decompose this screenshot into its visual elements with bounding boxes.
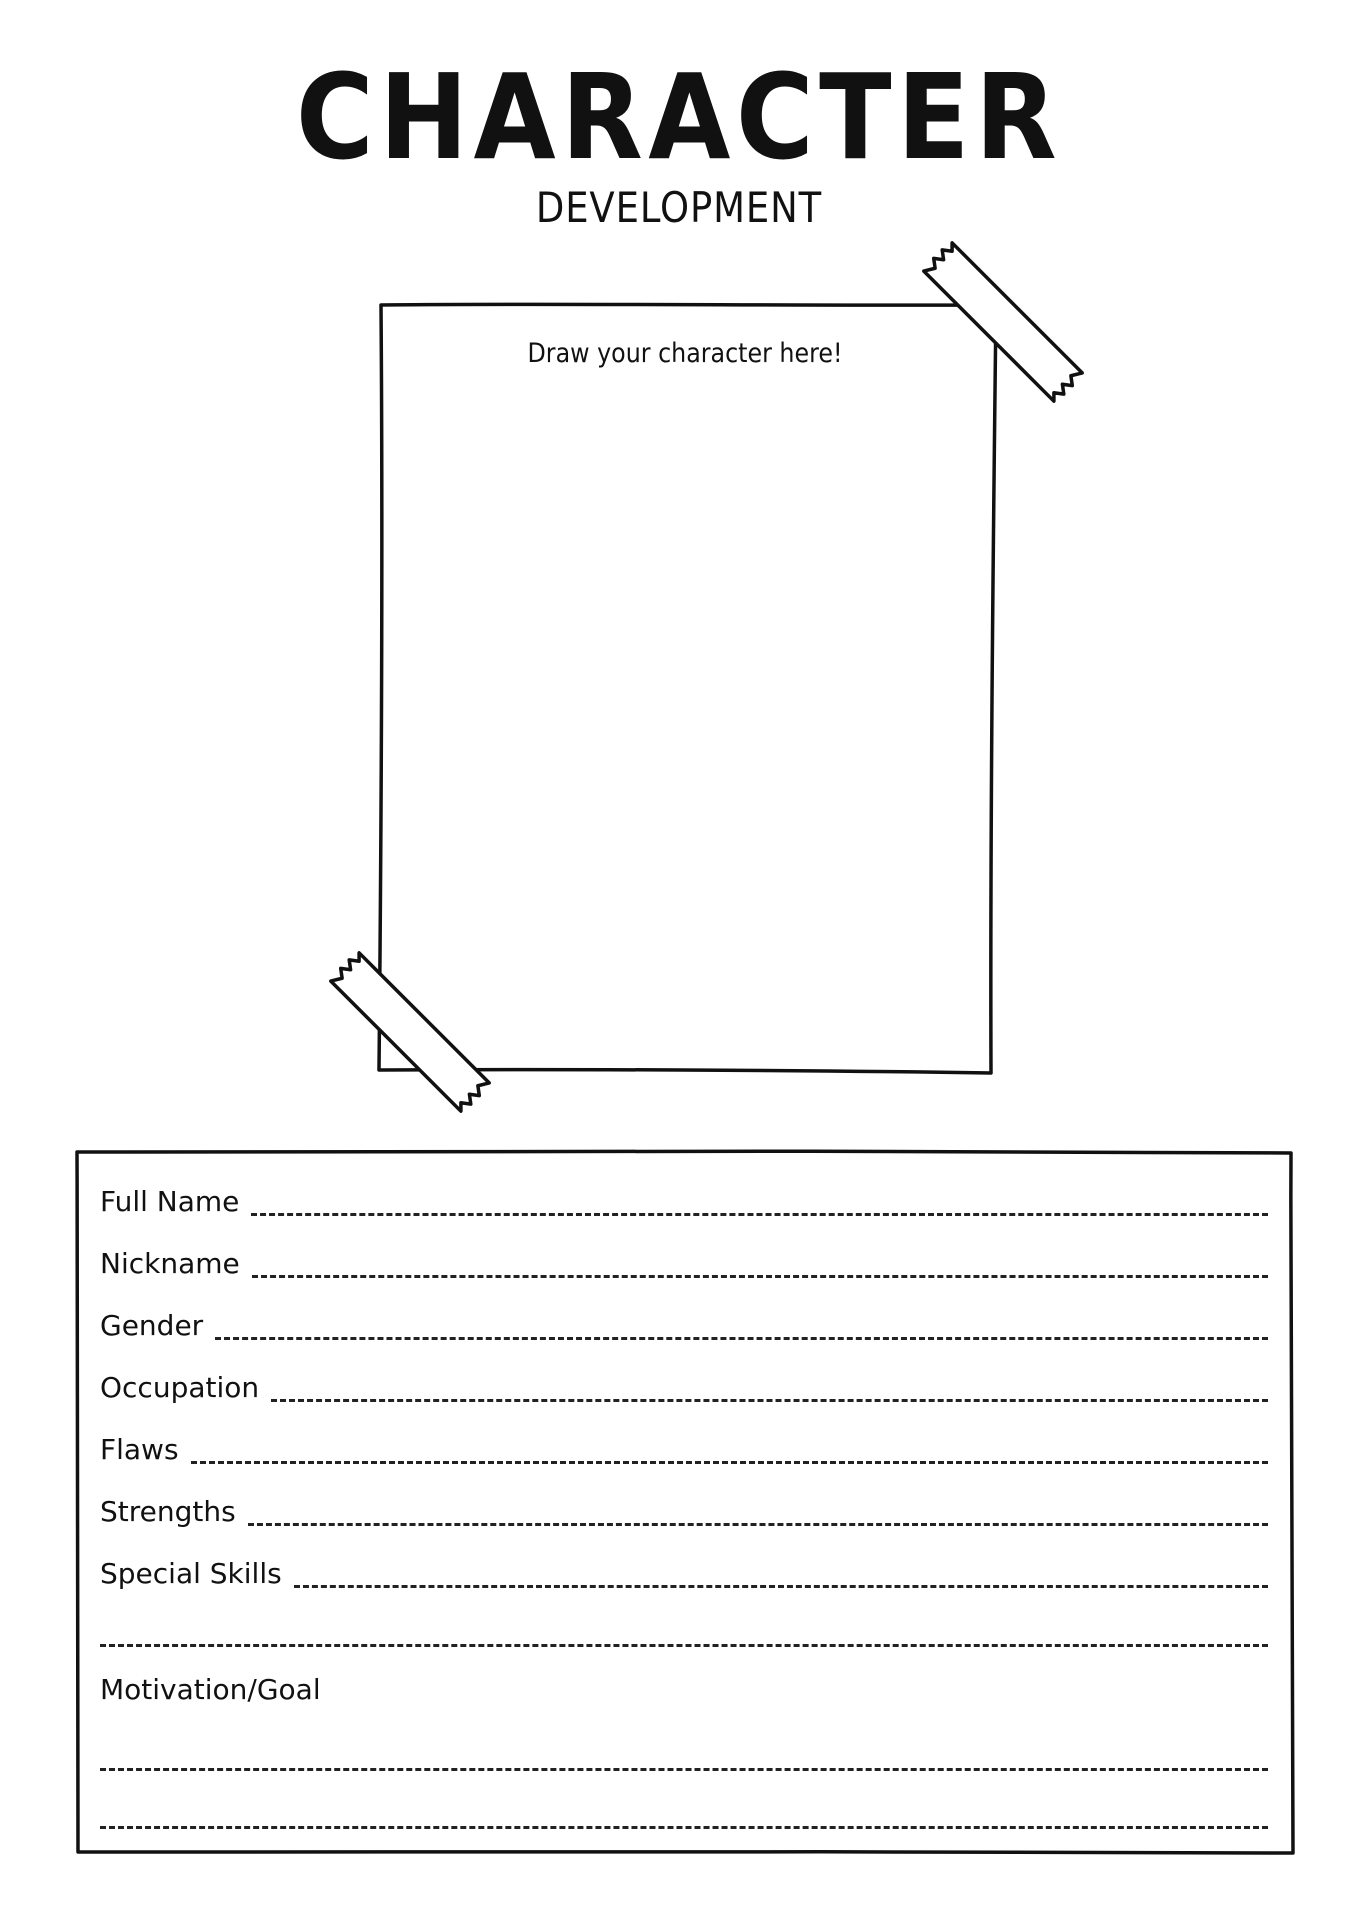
- motivation-goal-input-1[interactable]: [100, 1734, 1268, 1771]
- special-skills-continuation-input[interactable]: [100, 1610, 1268, 1647]
- field-strengths: [100, 1486, 1268, 1532]
- special-skills-label: Special Skills: [100, 1557, 282, 1590]
- gender-label: Gender: [100, 1309, 204, 1342]
- nickname-label: Nickname: [100, 1247, 240, 1280]
- full-name-input[interactable]: [251, 1179, 1268, 1216]
- motivation-goal-input-2[interactable]: [100, 1792, 1268, 1829]
- field-special-skills: [100, 1548, 1268, 1594]
- flaws-label: Flaws: [100, 1433, 179, 1466]
- drawing-prompt: Draw your character here!: [527, 338, 843, 369]
- field-flaws: [100, 1424, 1268, 1470]
- motivation-goal-label: Motivation/Goal: [100, 1673, 321, 1706]
- drawing-canvas-area[interactable]: [380, 304, 990, 1068]
- strengths-input[interactable]: [248, 1489, 1268, 1526]
- field-occupation: [100, 1362, 1268, 1408]
- page-title: CHARACTER: [295, 48, 1063, 186]
- field-nickname: [100, 1238, 1268, 1284]
- full-name-label: Full Name: [100, 1185, 240, 1218]
- field-gender: [100, 1300, 1268, 1346]
- occupation-input[interactable]: [271, 1365, 1268, 1402]
- flaws-input[interactable]: [191, 1427, 1268, 1464]
- occupation-label: Occupation: [100, 1371, 260, 1404]
- field-full-name: [100, 1176, 1268, 1222]
- nickname-input[interactable]: [252, 1241, 1268, 1278]
- special-skills-input[interactable]: [294, 1551, 1268, 1588]
- gender-input[interactable]: [215, 1303, 1268, 1340]
- page-subtitle: DEVELOPMENT: [535, 183, 823, 232]
- strengths-label: Strengths: [100, 1495, 236, 1528]
